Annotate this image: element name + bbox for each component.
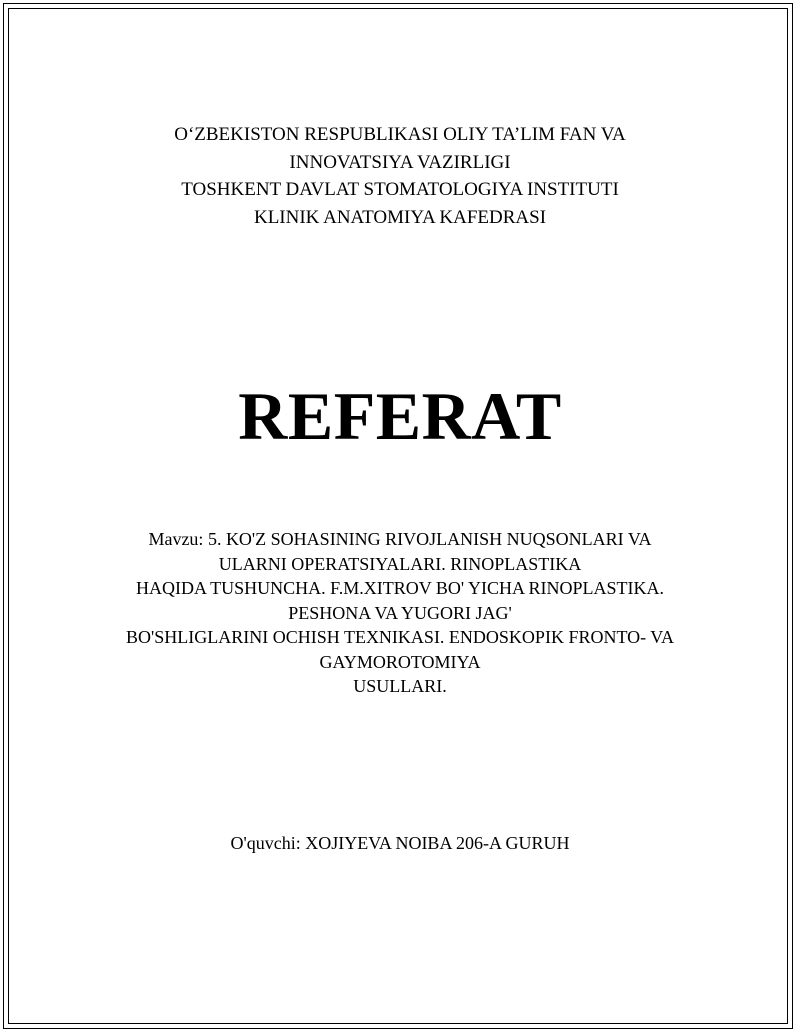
document-title: REFERAT: [238, 378, 562, 454]
header-line-department: KLINIK ANATOMIYA KAFEDRASI: [253, 206, 547, 228]
student-info: O'quvchi: XOJIYEVA NOIBA 206-A GURUH: [230, 833, 570, 853]
topic-line: GAYMOROTOMIYA: [319, 651, 481, 672]
topic-block: [0, 527, 800, 699]
institution-header: [0, 121, 800, 231]
topic-line: ULARNI OPERATSIYALARI. RINOPLASTIKA: [218, 553, 582, 574]
topic-line: HAQIDA TUSHUNCHA. F.M.XITROV BO' YICHA RINOPLASTIKA.: [135, 578, 664, 598]
header-line-ministry-cont: INNOVATSIYA VAZIRLIGI: [289, 151, 511, 173]
topic-line: PESHONA VA YUGORI JAG': [288, 602, 512, 623]
topic-line: Mavzu: 5. KO'Z SOHASINING RIVOJLANISH NUQSONLARI VA: [148, 529, 652, 549]
topic-line: USULLARI.: [353, 676, 447, 696]
header-line-ministry: O‘ZBEKISTON RESPUBLIKASI OLIY TA’LIM FAN VA: [174, 124, 626, 145]
header-line-institute: TOSHKENT DAVLAT STOMATOLOGIYA INSTITUTI: [181, 179, 619, 200]
topic-line: BO'SHLIGLARINI OCHISH TEXNIKASI. ENDOSKOPIK FRONTO- VA: [126, 627, 674, 647]
